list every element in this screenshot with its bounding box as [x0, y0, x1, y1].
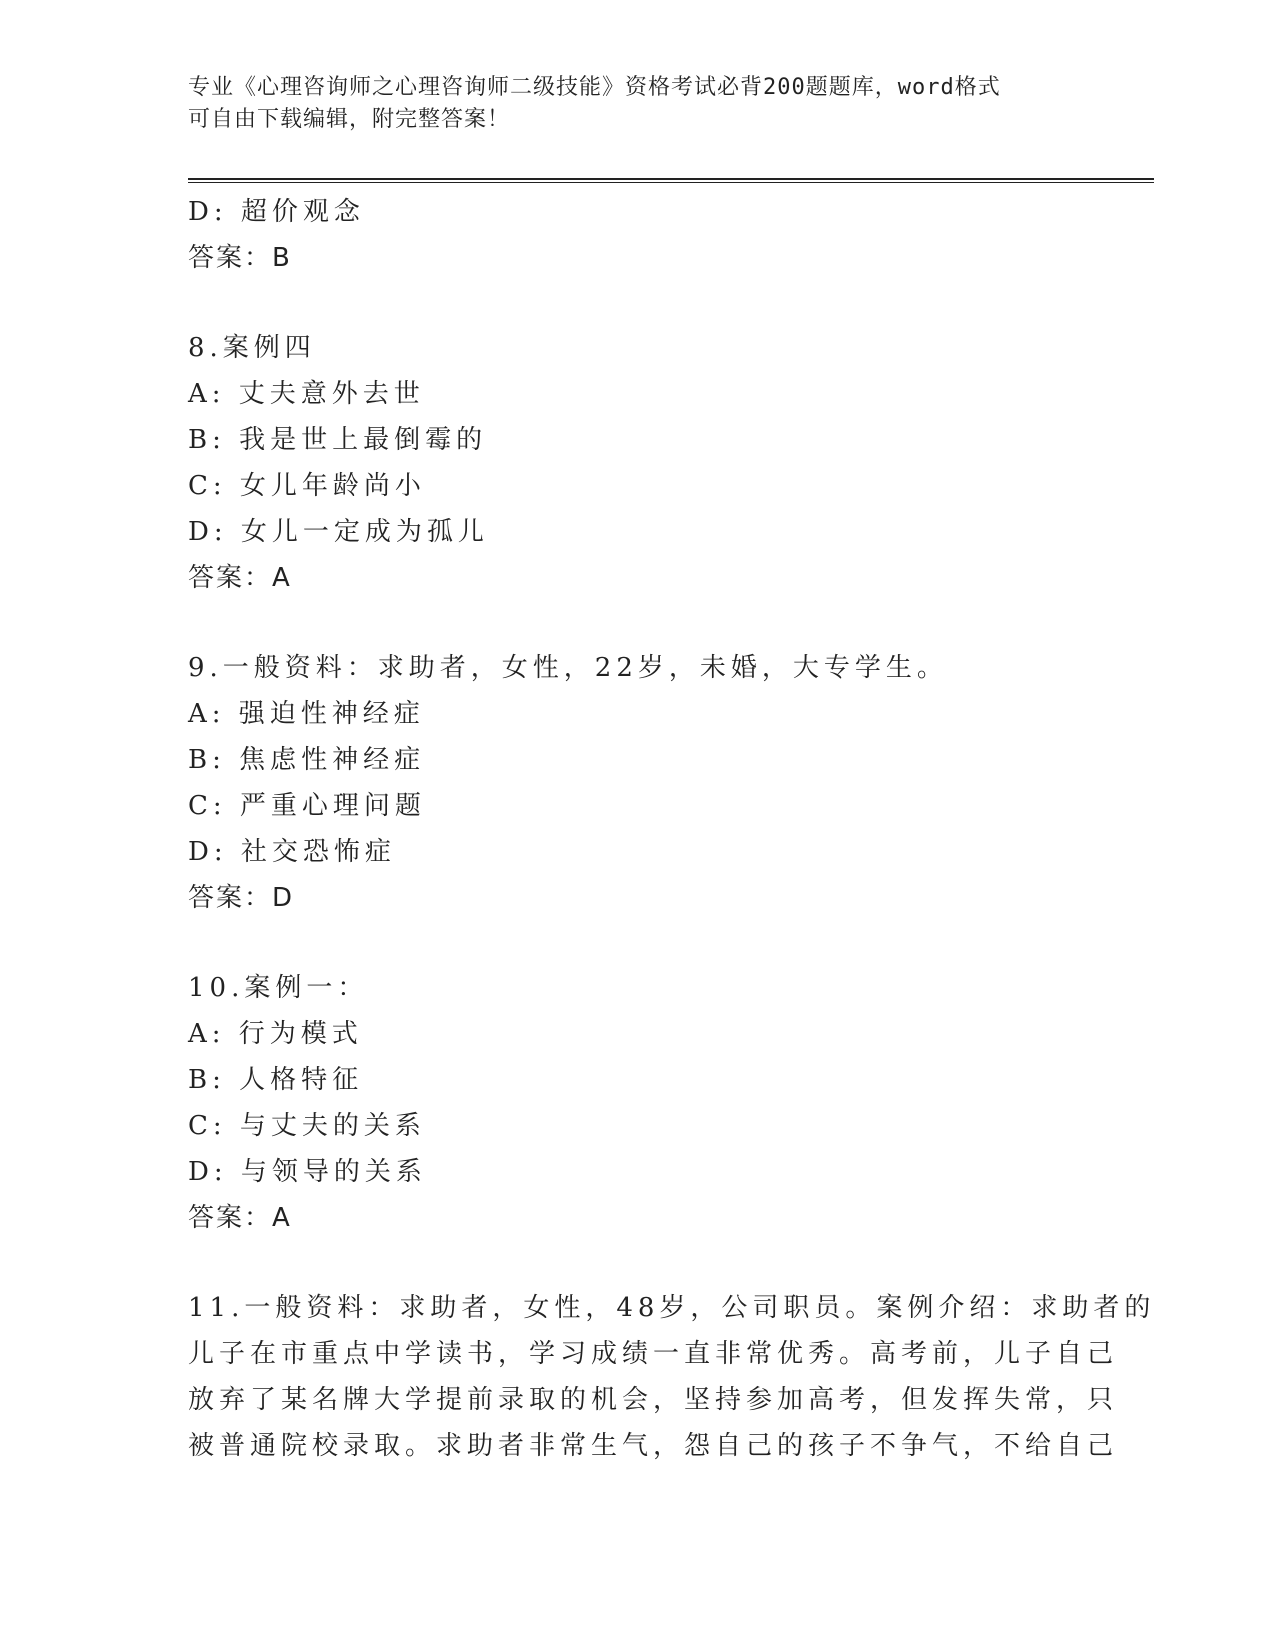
- question-11: [188, 1285, 1156, 1469]
- option-a: A: 强迫性神经症: [188, 699, 425, 729]
- spacer: [188, 921, 1088, 965]
- answer-line: 答案：B: [188, 243, 292, 273]
- answer-line: 答案：A: [188, 1203, 292, 1233]
- question-9: [188, 645, 1088, 921]
- header-divider: [188, 178, 1154, 180]
- answer-line: 答案：D: [188, 883, 295, 913]
- previous-question-tail: [188, 189, 1088, 281]
- option-d: D: 与领导的关系: [188, 1157, 427, 1187]
- option-d: D: 社交恐怖症: [188, 837, 396, 867]
- header-title-line-2: 可自由下载编辑，附完整答案！: [188, 107, 511, 132]
- document-header: [188, 72, 1088, 136]
- question-10: [188, 965, 1088, 1241]
- question-stem-line: 11.一般资料：求助者，女性，48岁，公司职员。案例介绍：求助者的: [188, 1293, 1156, 1323]
- option-a: A: 丈夫意外去世: [188, 379, 425, 409]
- option-b: B: 我是世上最倒霉的: [188, 425, 488, 455]
- option-d: D: 超价观念: [188, 197, 365, 227]
- spacer: [188, 281, 1088, 325]
- answer-line: 答案：A: [188, 563, 292, 593]
- spacer: [188, 1241, 1088, 1285]
- header-title-line-1: 专业《心理咨询师之心理咨询师二级技能》资格考试必背200题题库，word格式: [188, 75, 1001, 100]
- header-divider-thin: [188, 182, 1154, 183]
- question-stem: 8.案例四: [188, 333, 316, 363]
- option-c: C: 女儿年龄尚小: [188, 471, 426, 501]
- option-a: A: 行为模式: [188, 1019, 363, 1049]
- question-stem: 9.一般资料：求助者，女性，22岁，未婚，大专学生。: [188, 653, 948, 683]
- option-b: B: 人格特征: [188, 1065, 364, 1095]
- spacer: [188, 601, 1088, 645]
- question-stem-line: 儿子在市重点中学读书，学习成绩一直非常优秀。高考前，儿子自己: [188, 1339, 1119, 1369]
- document-body: [188, 189, 1156, 1469]
- option-b: B: 焦虑性神经症: [188, 745, 426, 775]
- option-c: C: 与丈夫的关系: [188, 1111, 426, 1141]
- question-stem-line: 被普通院校录取。求助者非常生气，怨自己的孩子不争气，不给自己: [188, 1431, 1119, 1461]
- question-stem: 10.案例一：: [188, 973, 369, 1003]
- question-stem-line: 放弃了某名牌大学提前录取的机会，坚持参加高考，但发挥失常，只: [188, 1385, 1119, 1415]
- question-8: [188, 325, 1088, 601]
- option-d: D: 女儿一定成为孤儿: [188, 517, 489, 547]
- option-c: C: 严重心理问题: [188, 791, 426, 821]
